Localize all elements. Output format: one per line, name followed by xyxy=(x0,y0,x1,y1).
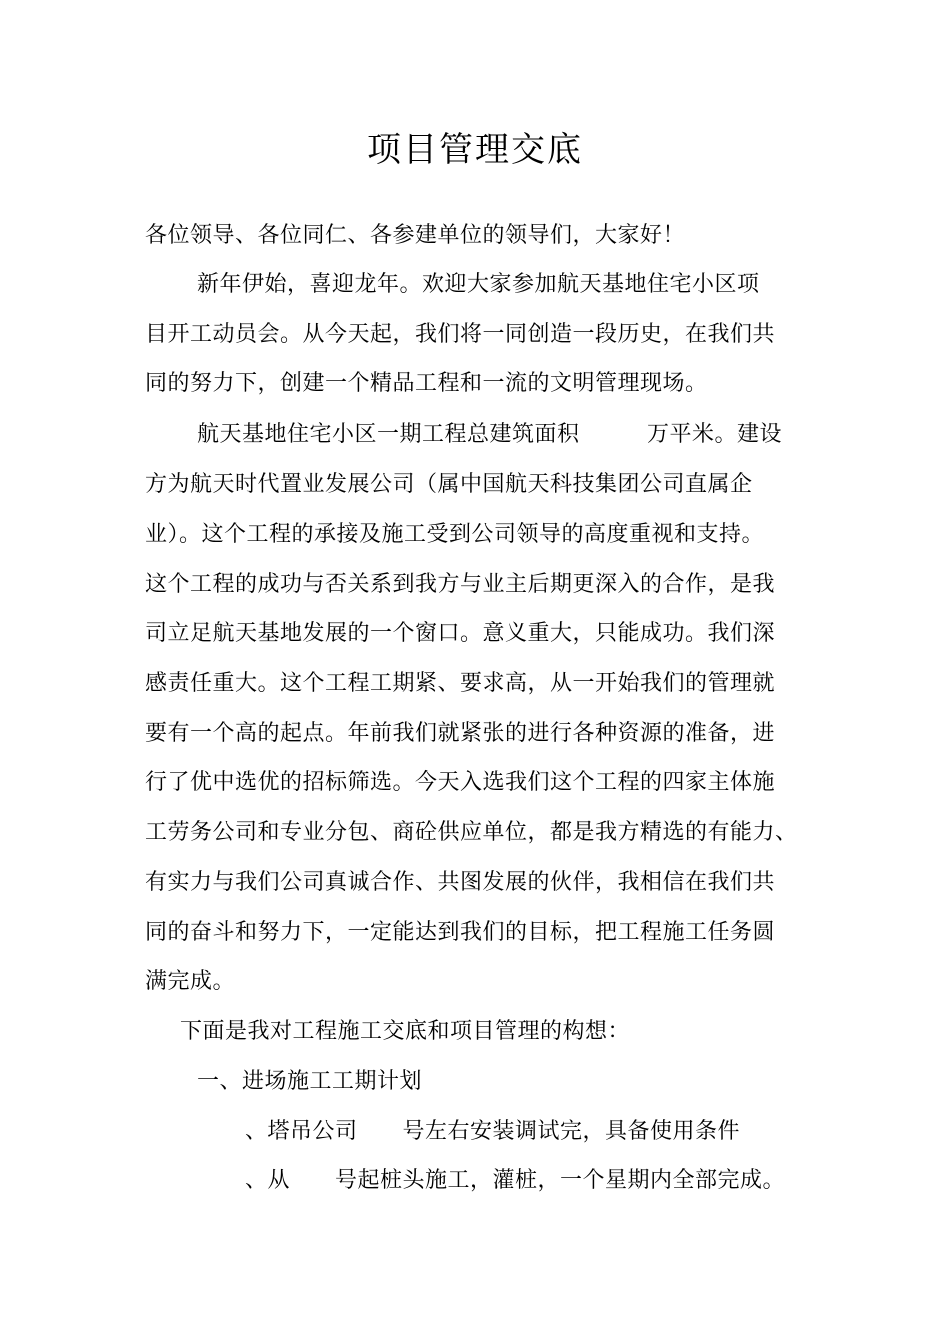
paragraph-2-line-9: 工劳务公司和专业分包、商砼供应单位，都是我方精选的有能力、 xyxy=(145,820,798,845)
document-title: 项目管理交底 xyxy=(367,130,583,170)
paragraph-2-line-2: 方为航天时代置业发展公司（属中国航天科技集团公司直属企 xyxy=(145,472,753,497)
paragraph-2-line-6: 感责任重大。这个工程工期紧、要求高，从一开始我们的管理就 xyxy=(145,671,776,696)
paragraph-2-line-3: 业）。这个工程的承接及施工受到公司领导的高度重视和支持。 xyxy=(145,522,765,547)
paragraph-1-line-1: 新年伊始，喜迎龙年。欢迎大家参加航天基地住宅小区项 xyxy=(197,272,760,297)
paragraph-2-line-12: 满完成。 xyxy=(145,969,236,994)
paragraph-2-line-8: 行了优中选优的招标筛选。今天入选我们这个工程的四家主体施 xyxy=(145,770,776,795)
paragraph-2-line-5: 司立足航天基地发展的一个窗口。意义重大，只能成功。我们深 xyxy=(145,621,776,646)
intro-line: 下面是我对工程施工交底和项目管理的构想： xyxy=(180,1019,631,1044)
list-item-2: 、从 号起桩头施工，灌桩，一个星期内全部完成。 xyxy=(245,1168,786,1193)
paragraph-1-line-2: 目开工动员会。从今天起，我们将一同创造一段历史，在我们共 xyxy=(145,322,776,347)
paragraph-2-line-10: 有实力与我们公司真诚合作、共图发展的伙伴，我相信在我们共 xyxy=(145,870,776,895)
paragraph-2-line-11: 同的奋斗和努力下，一定能达到我们的目标，把工程施工任务圆 xyxy=(145,920,776,945)
paragraph-1-line-3: 同的努力下，创建一个精品工程和一流的文明管理现场。 xyxy=(145,371,708,396)
paragraph-2-line-7: 要有一个高的起点。年前我们就紧张的进行各种资源的准备，进 xyxy=(145,721,776,746)
paragraph-2-line-1: 航天基地住宅小区一期工程总建筑面积 万平米。建设 xyxy=(197,422,783,447)
paragraph-2-line-4: 这个工程的成功与否关系到我方与业主后期更深入的合作，是我 xyxy=(145,572,776,597)
section-heading-1: 一、进场施工工期计划 xyxy=(197,1069,423,1094)
greeting-line: 各位领导、各位同仁、各参建单位的领导们，大家好！ xyxy=(145,223,686,248)
list-item-1: 、塔吊公司 号左右安装调试完，具备使用条件 xyxy=(245,1119,741,1144)
